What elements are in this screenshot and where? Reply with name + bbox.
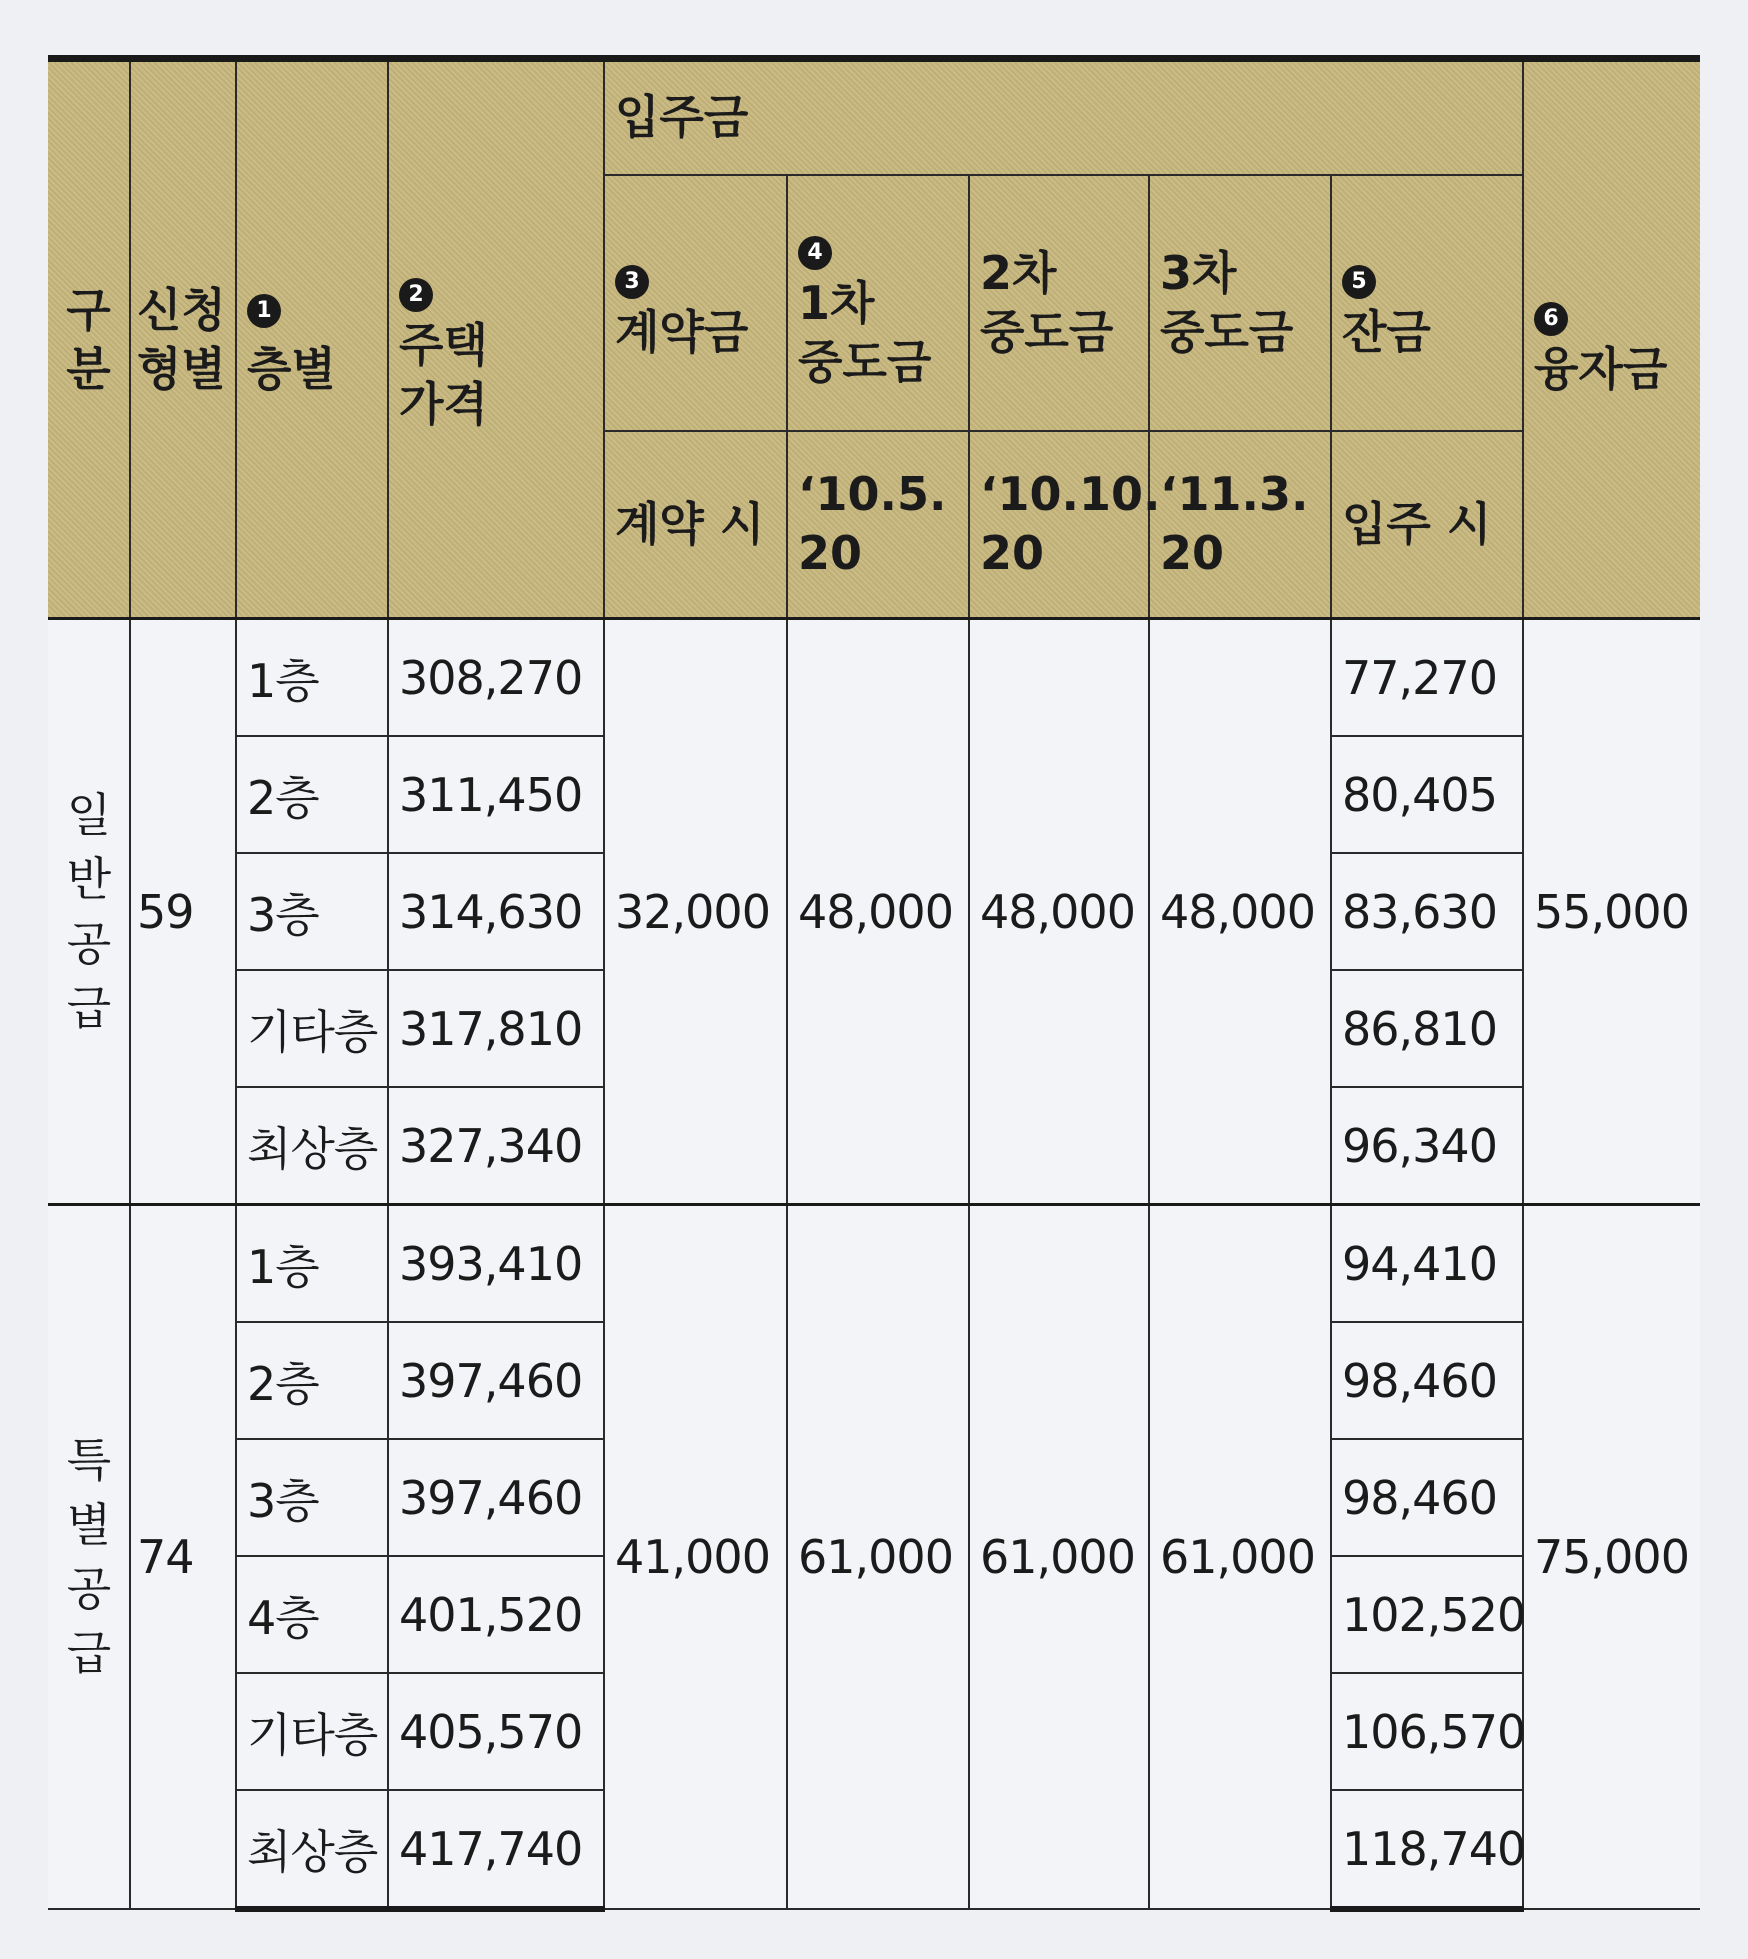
number-2-icon: 2 bbox=[399, 278, 433, 312]
header-move-in: 입주금 bbox=[604, 59, 1523, 175]
floor-cell: 3층 bbox=[236, 853, 388, 970]
number-5-icon: 5 bbox=[1342, 265, 1376, 299]
floor-cell: 기타층 bbox=[236, 970, 388, 1087]
table-body bbox=[48, 619, 1700, 1910]
header-mid3-date-line2: 20 bbox=[1160, 526, 1225, 581]
price-cell: 327,340 bbox=[388, 1087, 604, 1205]
header-mid1 bbox=[787, 175, 969, 431]
balance-cell: 118,740 bbox=[1331, 1790, 1523, 1909]
header-mid3-line2: 중도금 bbox=[1160, 304, 1294, 359]
header-mid2-date-line2: 20 bbox=[980, 526, 1045, 581]
group-label-char: 급 bbox=[66, 1626, 111, 1681]
mid1-cell: 48,000 bbox=[787, 619, 969, 1205]
header-mid2-line1: 2차 bbox=[980, 245, 1057, 300]
balance-cell: 106,570 bbox=[1331, 1673, 1523, 1790]
header-balance bbox=[1331, 175, 1523, 431]
price-cell: 393,410 bbox=[388, 1205, 604, 1323]
mid3-cell: 48,000 bbox=[1149, 619, 1331, 1205]
price-cell: 397,460 bbox=[388, 1439, 604, 1556]
header-price bbox=[388, 59, 604, 619]
mid1-cell: 61,000 bbox=[787, 1205, 969, 1910]
group-label-char: 공 bbox=[66, 916, 111, 971]
number-3-icon: 3 bbox=[615, 265, 649, 299]
floor-cell: 2층 bbox=[236, 1322, 388, 1439]
header-gubun-text: 구 분 bbox=[66, 282, 111, 396]
group-label-char: 일 bbox=[66, 787, 111, 842]
header-mid2-date-line1: ‘10.10. bbox=[980, 467, 1161, 522]
group-label bbox=[48, 1205, 130, 1910]
header-gubun bbox=[48, 59, 130, 619]
balance-cell: 86,810 bbox=[1331, 970, 1523, 1087]
header-mid1-line2: 중도금 bbox=[798, 334, 932, 389]
number-6-icon: 6 bbox=[1534, 302, 1568, 336]
header-type-line1: 신청 bbox=[137, 282, 226, 337]
group-label-char: 공 bbox=[66, 1562, 111, 1616]
group-size: 59 bbox=[130, 619, 236, 1205]
header-loan bbox=[1523, 59, 1700, 619]
price-cell: 311,450 bbox=[388, 736, 604, 853]
header-type bbox=[130, 59, 236, 619]
balance-cell: 94,410 bbox=[1331, 1205, 1523, 1323]
group-size: 74 bbox=[130, 1205, 236, 1910]
header-contract-date: 계약 시 bbox=[604, 431, 787, 619]
group-label bbox=[48, 619, 130, 1205]
header-mid1-date-line1: ‘10.5. bbox=[798, 467, 947, 522]
payment-schedule-table-page bbox=[48, 55, 1700, 1912]
loan-cell: 55,000 bbox=[1523, 619, 1700, 1205]
header-contract bbox=[604, 175, 787, 431]
balance-cell: 83,630 bbox=[1331, 853, 1523, 970]
price-cell: 405,570 bbox=[388, 1673, 604, 1790]
floor-cell: 4층 bbox=[236, 1556, 388, 1673]
floor-cell: 1층 bbox=[236, 1205, 388, 1323]
floor-cell: 최상층 bbox=[236, 1087, 388, 1205]
header-mid3-date bbox=[1149, 431, 1331, 619]
floor-cell: 2층 bbox=[236, 736, 388, 853]
floor-cell: 기타층 bbox=[236, 1673, 388, 1790]
header-balance-date: 입주 시 bbox=[1331, 431, 1523, 619]
group-label-char: 반 bbox=[66, 852, 111, 907]
price-cell: 397,460 bbox=[388, 1322, 604, 1439]
balance-cell: 77,270 bbox=[1331, 619, 1523, 737]
table-row bbox=[48, 619, 1700, 737]
number-1-icon: 1 bbox=[247, 294, 281, 328]
loan-cell: 75,000 bbox=[1523, 1205, 1700, 1910]
floor-cell: 최상층 bbox=[236, 1790, 388, 1909]
header-loan-label: 융자금 bbox=[1534, 342, 1668, 397]
floor-cell: 1층 bbox=[236, 619, 388, 737]
header-mid1-date-line2: 20 bbox=[798, 526, 863, 581]
header-mid2-date bbox=[969, 431, 1161, 619]
header-price-line1: 주택 bbox=[399, 317, 488, 372]
balance-cell: 102,520 bbox=[1331, 1556, 1523, 1673]
header-price-line2: 가격 bbox=[399, 376, 488, 431]
header-balance-label: 잔금 bbox=[1342, 305, 1431, 360]
header-mid3 bbox=[1149, 175, 1331, 431]
payment-schedule-table bbox=[48, 55, 1700, 1912]
header-mid3-line1: 3차 bbox=[1160, 245, 1237, 300]
number-4-icon: 4 bbox=[798, 236, 832, 270]
contract-cell: 41,000 bbox=[604, 1205, 787, 1910]
mid3-cell: 61,000 bbox=[1149, 1205, 1331, 1910]
price-cell: 401,520 bbox=[388, 1556, 604, 1673]
mid2-cell: 48,000 bbox=[969, 619, 1149, 1205]
header-floor-label: 층별 bbox=[247, 341, 336, 396]
header-mid2-line2: 중도금 bbox=[980, 304, 1114, 359]
price-cell: 317,810 bbox=[388, 970, 604, 1087]
header-floor bbox=[236, 59, 388, 619]
balance-cell: 80,405 bbox=[1331, 736, 1523, 853]
price-cell: 417,740 bbox=[388, 1790, 604, 1909]
header-mid2 bbox=[969, 175, 1149, 431]
price-cell: 314,630 bbox=[388, 853, 604, 970]
header-type-line2: 형별 bbox=[137, 341, 226, 396]
balance-cell: 98,460 bbox=[1331, 1322, 1523, 1439]
header-mid1-date bbox=[787, 431, 969, 619]
header-mid1-line1: 1차 bbox=[798, 275, 875, 330]
header-mid3-date-line1: ‘11.3. bbox=[1160, 467, 1309, 522]
table-row bbox=[48, 1205, 1700, 1323]
floor-cell: 3층 bbox=[236, 1439, 388, 1556]
balance-cell: 98,460 bbox=[1331, 1439, 1523, 1556]
contract-cell: 32,000 bbox=[604, 619, 787, 1205]
balance-cell: 96,340 bbox=[1331, 1087, 1523, 1205]
group-label-char: 별 bbox=[66, 1497, 111, 1552]
group-label-char: 급 bbox=[66, 980, 111, 1035]
mid2-cell: 61,000 bbox=[969, 1205, 1149, 1910]
header-contract-label: 계약금 bbox=[615, 305, 749, 360]
price-cell: 308,270 bbox=[388, 619, 604, 737]
group-label-char: 특 bbox=[66, 1433, 111, 1488]
